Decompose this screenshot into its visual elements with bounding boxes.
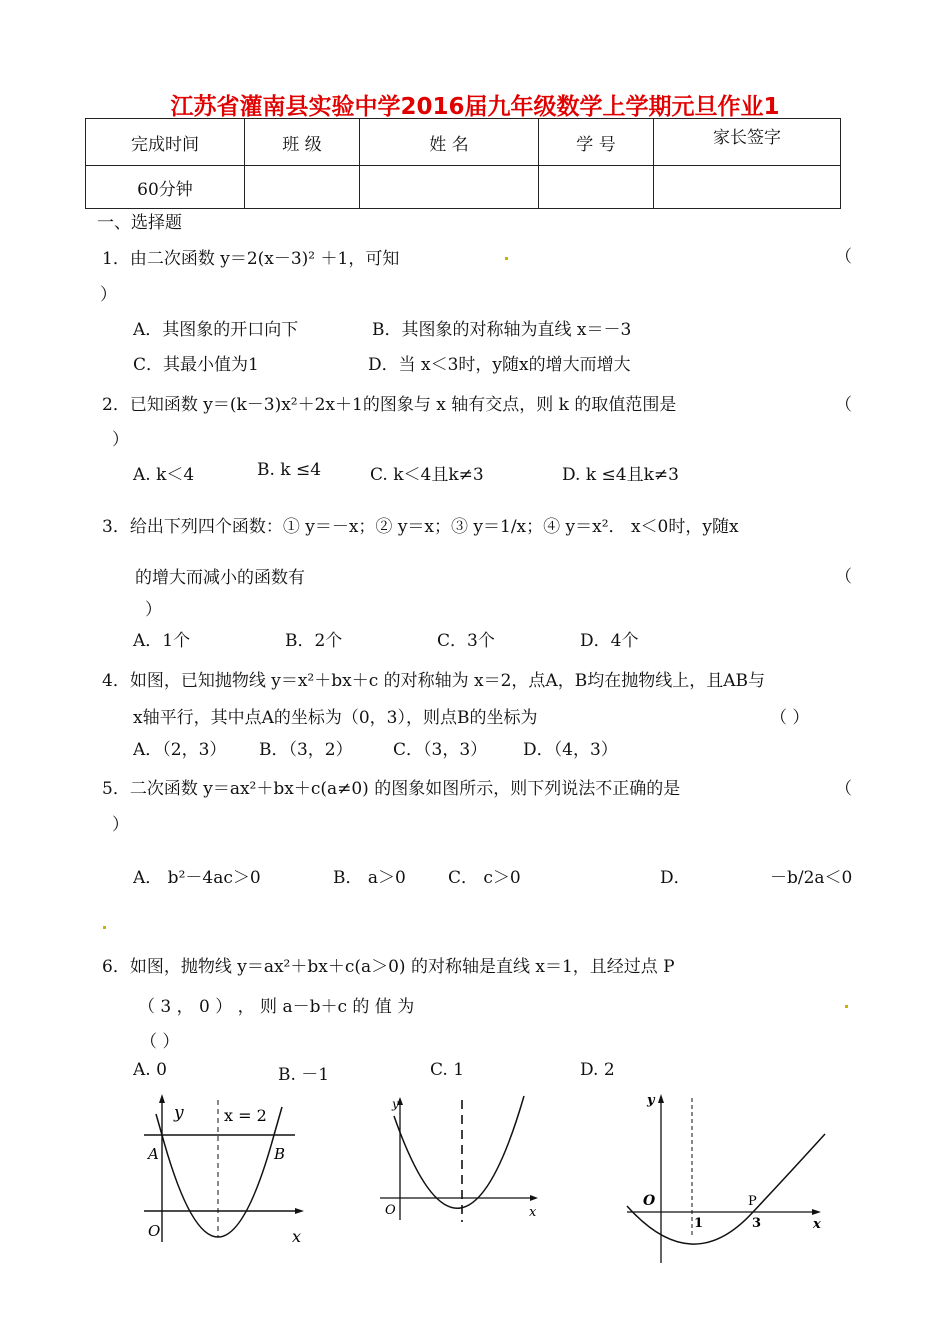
question-3-stem-line1: 3．给出下列四个函数：① y＝－x；② y＝x；③ y＝1/x；④ y＝x²． x＜0时，y随x [102, 517, 739, 537]
question-5-paren-close: ） [112, 815, 129, 835]
arrow-up-icon [159, 1094, 165, 1103]
question-2-option-a[interactable]: A. k＜4 [133, 465, 195, 485]
header-cell-student-id: 学 号 [539, 119, 654, 166]
figure-1-parabola [140, 1092, 315, 1252]
question-5-option-d-label[interactable]: D． [660, 868, 691, 888]
question-3-stem-line2: 的增大而减小的函数有 [135, 568, 305, 588]
question-3-option-c[interactable]: C．3个 [437, 631, 495, 651]
question-2-option-b[interactable]: B. k ≤4 [257, 460, 322, 480]
question-2-option-d[interactable]: D. k ≤4且k≠3 [562, 465, 679, 485]
page-title: 江苏省灌南县实验中学2016届九年级数学上学期元旦作业1 [170, 94, 780, 120]
figure-1-point-a-label: A [148, 1145, 159, 1163]
question-1-paren-close: ） [100, 285, 117, 305]
mark-dot [845, 1005, 848, 1008]
question-6-stem-line1: 6．如图，抛物线 y＝ax²＋bx＋c(a＞0) 的对称轴是直线 x＝1，且经过点 P [102, 957, 675, 977]
question-3-option-a[interactable]: A．1个 [133, 631, 191, 651]
question-4-option-b[interactable]: B．（3，2） [259, 740, 353, 760]
question-2-option-c[interactable]: C. k＜4且k≠3 [370, 465, 484, 485]
question-3-option-b[interactable]: B．2个 [285, 631, 343, 651]
question-5-option-d-expr: －b/2a＜0 [770, 868, 853, 888]
figure-3-y-label: y [647, 1093, 655, 1108]
header-cell-parent-signature: 家长签字 [654, 119, 841, 166]
section-title: 一、选择题 [97, 213, 182, 233]
question-6-paren: （ ） [140, 1032, 180, 1052]
arrow-right-icon [530, 1195, 538, 1201]
question-4-paren: （ ） [770, 708, 810, 728]
question-5-option-b[interactable]: B． a＞0 [333, 868, 406, 888]
figure-1-y-label: y [174, 1103, 184, 1123]
question-6-option-a[interactable]: A. 0 [133, 1060, 167, 1080]
question-1-stem: 1．由二次函数 y＝2(x－3)² ＋1，可知 [102, 249, 400, 269]
question-6-option-b[interactable]: B. －1 [278, 1065, 330, 1085]
question-5-option-a[interactable]: A． b²－4ac＞0 [133, 868, 261, 888]
arrow-right-icon [295, 1208, 304, 1214]
cell-signature-value[interactable] [654, 166, 841, 209]
question-4-option-a[interactable]: A．（2，3） [133, 740, 227, 760]
question-5-option-c[interactable]: C． c＞0 [448, 868, 521, 888]
figure-1-point-b-label: B [274, 1145, 286, 1163]
question-4-option-d[interactable]: D．（4，3） [523, 740, 618, 760]
question-2-paren-open: （ [835, 395, 852, 415]
figure-3-parabola [625, 1088, 830, 1266]
figure-1-axis-label: x = 2 [224, 1106, 267, 1125]
info-table-data-row [86, 166, 841, 209]
mark-dot [505, 257, 508, 260]
figure-3-tick-1: 1 [694, 1216, 704, 1231]
mark-dot [103, 926, 106, 929]
question-1-option-a[interactable]: A．其图象的开口向下 [133, 320, 299, 340]
header-cell-name: 姓 名 [360, 119, 539, 166]
figure-2-y-label: y [392, 1097, 399, 1111]
question-3-option-d[interactable]: D．4个 [580, 631, 639, 651]
question-3-paren-close: ） [145, 600, 162, 620]
figure-2-parabola [378, 1092, 543, 1227]
question-4-stem-line1: 4．如图，已知抛物线 y＝x²＋bx＋c 的对称轴为 x＝2，点A，B均在抛物线上，且AB与 [102, 671, 765, 691]
question-2-stem: 2．已知函数 y＝(k－3)x²＋2x＋1的图象与 x 轴有交点，则 k 的取值范围是 [102, 395, 677, 415]
figure-1-x-label: x [292, 1227, 302, 1246]
info-table [85, 118, 841, 209]
header-cell-time: 完成时间 [86, 119, 245, 166]
figure-3-origin-label: O [643, 1193, 656, 1209]
question-1-option-b[interactable]: B．其图象的对称轴为直线 x＝－3 [372, 320, 632, 340]
figure-2-x-label: x [529, 1205, 537, 1220]
figure-1-curve-left [156, 1114, 162, 1135]
question-6-stem-line2: （ 3 ， 0 ） ， 则 a－b＋c 的 值 为 [138, 997, 415, 1017]
cell-name-value[interactable] [360, 166, 539, 209]
header-cell-class: 班 级 [245, 119, 360, 166]
question-6-option-c[interactable]: C. 1 [430, 1060, 465, 1080]
figure-1-curve [162, 1107, 282, 1237]
figure-3-curve [627, 1134, 825, 1244]
arrow-right-icon [812, 1209, 821, 1215]
cell-time-value: 60分钟 [86, 166, 245, 209]
question-5-stem: 5．二次函数 y＝ax²＋bx＋c(a≠0) 的图象如图所示，则下列说法不正确的是 [102, 779, 681, 799]
figure-3-tick-3: 3 [752, 1216, 762, 1231]
figure-3-point-p-label: P [748, 1194, 757, 1209]
question-2-paren-close: ） [112, 430, 129, 450]
figure-3-x-label: x [813, 1217, 821, 1232]
cell-class-value[interactable] [245, 166, 360, 209]
arrow-up-icon [658, 1094, 664, 1103]
figure-1-origin-label: O [148, 1222, 161, 1240]
question-5-paren-open: （ [835, 779, 852, 799]
question-6-option-d[interactable]: D. 2 [580, 1060, 615, 1080]
question-4-stem-line2: x轴平行，其中点A的坐标为（0，3），则点B的坐标为 [133, 708, 538, 728]
question-4-option-c[interactable]: C．（3，3） [393, 740, 488, 760]
question-3-paren-open: （ [835, 567, 852, 587]
cell-student-id-value[interactable] [539, 166, 654, 209]
question-1-option-c[interactable]: C．其最小值为1 [133, 355, 259, 375]
figure-2-origin-label: O [385, 1203, 396, 1218]
figure-2-curve [394, 1096, 524, 1208]
info-table-header-row [86, 119, 841, 166]
question-1-paren-open: （ [835, 247, 852, 267]
question-1-option-d[interactable]: D．当 x＜3时，y随x的增大而增大 [368, 355, 631, 375]
